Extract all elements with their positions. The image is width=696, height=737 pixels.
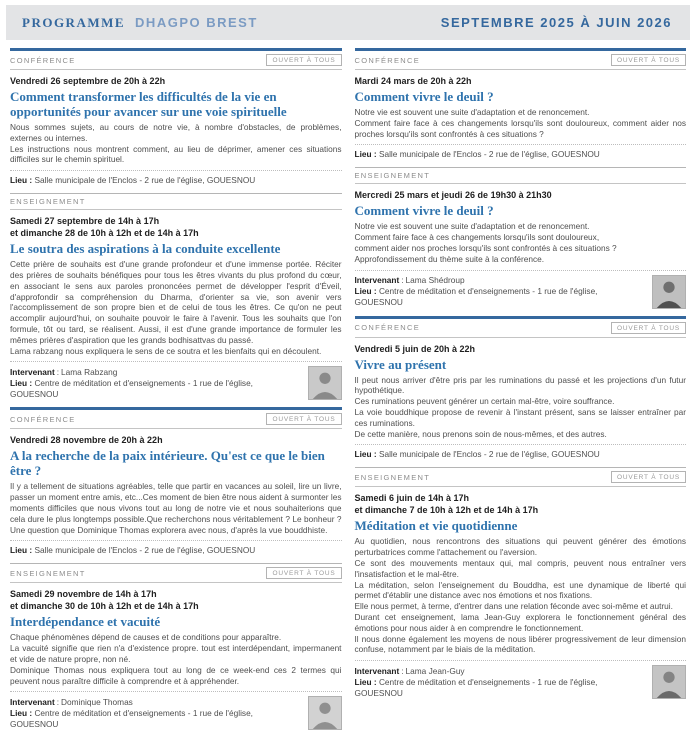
event-dates [355, 189, 687, 201]
event-description [10, 481, 342, 535]
lieu-value: Centre de méditation et d'enseignements - 1 rue de l'église, GOUESNOU [10, 707, 253, 729]
event-title: Comment vivre le deuil ? [354, 89, 494, 104]
event-date-line: Samedi 29 novembre de 14h à 17h [10, 589, 157, 600]
lieu-label: Lieu : [354, 676, 377, 687]
card-header [355, 168, 687, 184]
card-header [355, 51, 687, 70]
intervenant-name: Lama Rabzang [61, 366, 118, 377]
event-dates [10, 75, 342, 87]
event-type-label: CONFÉRENCE [354, 55, 421, 65]
description-paragraph: Notre vie est souvent une suite d'adaptation et de renoncement. [354, 107, 590, 117]
event-meta [355, 444, 687, 465]
open-to-all-badge: OUVERT À TOUS [266, 54, 341, 66]
event-title: Vivre au présent [354, 356, 447, 372]
event-card [355, 167, 687, 313]
intervenant-name: Lama Jean-Guy [405, 665, 465, 676]
event-card [355, 467, 687, 704]
left-column [10, 48, 342, 737]
person-silhouette-icon [653, 276, 685, 308]
event-title: Méditation et vie quotidienne [354, 518, 518, 534]
lieu-row [355, 677, 647, 699]
description-paragraph: La voie bouddhique propose de revenir à l'instant présent, sans se laisser entraîner par ces ruminations. [354, 406, 686, 428]
event-type-label: CONFÉRENCE [10, 55, 76, 65]
event-description [10, 122, 342, 165]
intervenant-row [355, 666, 647, 677]
event-type-label: ENSEIGNEMENT [10, 197, 86, 207]
intervenant-name: Lama Shédroup [405, 275, 465, 286]
speaker-photo [652, 275, 686, 309]
description-paragraph: La méditation, selon l'enseignement du Bouddha, est une dynamique de liberté qui permet d'établir une distance avec nos émotions et nos fixations. [354, 579, 686, 601]
lieu-label: Lieu : [10, 377, 33, 388]
intervenant-row [355, 275, 647, 286]
card-header [10, 194, 342, 210]
program-period: SEPTEMBRE 2025 À JUIN 2026 [440, 15, 672, 30]
lieu-row [10, 708, 302, 730]
event-meta [355, 144, 687, 165]
event-dates [355, 492, 687, 516]
event-date-line: Vendredi 26 septembre de 20h à 22h [10, 76, 166, 86]
event-dates [10, 434, 342, 446]
event-date-line: Vendredi 5 juin de 20h à 22h [354, 343, 476, 354]
speaker-photo [308, 696, 342, 730]
separator: : [56, 366, 60, 377]
separator: : [56, 696, 60, 707]
event-date-line: Samedi 6 juin de 14h à 17h [354, 493, 470, 504]
lieu-row [355, 286, 647, 308]
description-paragraph: Les instructions nous montrent comment, au lieu de déprimer, amener ces situations difficiles sur le chemin spirituel. [10, 143, 342, 165]
event-card [10, 563, 342, 735]
lieu-label: Lieu : [10, 545, 33, 556]
event-description [10, 632, 342, 686]
intervenant-label: Intervenant [10, 696, 55, 707]
lieu-label: Lieu : [10, 175, 33, 186]
event-description [355, 107, 687, 139]
event-dates [355, 75, 687, 87]
event-meta [355, 660, 687, 704]
speaker-photo [652, 665, 686, 699]
event-type-label: CONFÉRENCE [10, 414, 76, 424]
intervenant-label: Intervenant [10, 366, 55, 377]
event-type-label: ENSEIGNEMENT [354, 472, 431, 482]
description-paragraph: Au quotidien, nous rencontrons des situations qui peuvent générer des émotions perturbatrices comme l'attachement ou l'aversion. [354, 536, 686, 558]
event-title: Comment vivre le deuil ? [354, 203, 494, 219]
event-description [355, 536, 687, 655]
intervenant-row [10, 697, 302, 708]
card-header [355, 319, 687, 338]
page-subtitle: DHAGPO BREST [135, 14, 258, 30]
event-card [10, 407, 342, 561]
intervenant-name: Dominique Thomas [61, 696, 133, 707]
open-to-all-badge: OUVERT À TOUS [266, 567, 341, 579]
event-dates [355, 343, 687, 355]
event-date-line: Samedi 27 septembre de 14h à 17h [10, 216, 160, 227]
event-type-label: ENSEIGNEMENT [354, 171, 431, 181]
event-card [355, 48, 687, 165]
description-paragraph: Dominique Thomas nous expliquera tout au long de ce week-end ces 2 termes qui peuvent nous paraître difficile à comprendre et à appréhender. [10, 664, 342, 686]
event-dates [10, 588, 342, 612]
event-description [355, 375, 687, 440]
open-to-all-badge: OUVERT À TOUS [266, 413, 341, 425]
description-paragraph: Nous sommes sujets, au cours de notre vie, à nombre d'obstacles, de problèmes, externes ou internes. [10, 122, 342, 143]
lieu-value: Centre de méditation et d'enseignements - 1 rue de l'église, GOUESNOU [354, 676, 598, 698]
description-paragraph: Ce sont des mouvements mentaux qui, mal compris, peuvent nous entraîner vers l'insatisfaction et le mal-être. [354, 557, 686, 579]
event-date-line: Vendredi 28 novembre de 20h à 22h [10, 435, 163, 446]
event-date-line: et dimanche 30 de 10h à 12h et de 14h à 17h [10, 601, 199, 612]
event-meta [10, 691, 342, 735]
lieu-row [10, 378, 302, 400]
event-meta [355, 270, 687, 314]
banner-left [22, 13, 258, 33]
description-paragraph: La vacuité signifie que rien n'a d'existence propre. tout est interdépendant, impermanent et vide de nature propre, non né. [10, 643, 342, 664]
lieu-label: Lieu : [354, 149, 377, 160]
lieu-row [355, 449, 687, 460]
lieu-value: Salle municipale de l'Enclos - 2 rue de l'église, GOUESNOU [34, 175, 256, 186]
event-type-label: ENSEIGNEMENT [10, 568, 86, 578]
open-to-all-badge: OUVERT À TOUS [611, 471, 686, 483]
card-header [355, 468, 687, 487]
event-card [10, 48, 342, 191]
event-date-line: et dimanche 7 de 10h à 12h et de 14h à 17h [354, 505, 539, 516]
event-date-line: et dimanche 28 de 10h à 12h et de 14h à 17h [10, 228, 199, 239]
lieu-value: Salle municipale de l'Enclos - 2 rue de l'église, GOUESNOU [34, 545, 256, 556]
description-paragraph: Cette prière de souhaits est d'une grande profondeur et d'une immense portée. Réciter des prières de souhaits bénéfiques pour tous les êtres vivants du plus profond du cœur, en associant le sens aux paroles prononcées permet de développer l'esprit d'Éveil, d'approfondir sa compréhension du Dharma, d'orienter sa vie, son avenir vers l'accomplissement de son propre bien et de celui de tous les êtres. Ce qu'on ne peut accomplir aujourd'hui, on souhaite pouvoir le faire à l'avenir. Tous les souhaits que l'on formule, tôt ou tard, se réalisent. Aussi, il est d'une grande importance de formuler les mêmes prières d'aspiration que les grands bodhisattvas du passé. [10, 259, 342, 345]
card-header [10, 51, 342, 70]
event-date-line: Mardi 24 mars de 20h à 22h [354, 76, 472, 86]
lieu-value: Centre de méditation et d'enseignements - 1 rue de l'église, GOUESNOU [10, 377, 253, 399]
event-type-label: CONFÉRENCE [354, 323, 421, 333]
card-header [10, 564, 342, 583]
description-paragraph: comment aider nos proches lorsqu'ils sont confrontés à ces situations ? [354, 242, 617, 253]
event-description [10, 259, 342, 356]
event-meta [10, 540, 342, 561]
description-paragraph: Chaque phénomènes dépend de causes et de conditions pour apparaître. [10, 632, 282, 643]
description-paragraph: Approfondissement du thème suite à la conférence. [354, 253, 545, 264]
description-paragraph: Notre vie est souvent une suite d'adaptation et de renoncement. [354, 221, 590, 232]
intervenant-label: Intervenant [354, 275, 400, 286]
description-paragraph: Il peut nous arriver d'être pris par les ruminations du passé et les projections d'un futur hypothétique. [354, 374, 686, 396]
description-paragraph: Comment faire face à ces changements lorsqu'ils sont douloureux, comment aider nos proches lorsqu'ils sont confrontés à ces situations ? [354, 117, 686, 139]
description-paragraph: Il y a tellement de situations agréables, telle que partir en vacances au soleil, lire un livre, passer un moment entre amis, etc...Ces moment de bien être nous aident à surmonter les moments difficiles que nous vivons tout au long de notre vie et nous souhaiterions que cela dure le plus longtemps possible.Que recherchons nous véritablement ? Le bonheur ? Une question que Dominique Thomas explorera avec nous, d'après la vue bouddhiste. [10, 481, 342, 535]
description-paragraph: Durant cet enseignement, lama Jean-Guy explorera le fonctionnement général des émotions pour nous aider à en comprendre le fonctionnement. [354, 611, 686, 633]
card-header [10, 410, 342, 429]
event-title: Interdépendance et vacuité [10, 614, 161, 630]
lieu-value: Salle municipale de l'Enclos - 2 rue de l'église, GOUESNOU [378, 149, 600, 160]
event-title: A la recherche de la paix intérieure. Qu'est ce que le bien être ? [10, 448, 325, 479]
event-card [10, 193, 342, 405]
person-silhouette-icon [309, 367, 341, 399]
description-paragraph: Lama rabzang nous expliquera le sens de ce soutra et les bienfaits qui en découlent. [10, 345, 322, 356]
lieu-value: Salle municipale de l'Enclos - 2 rue de l'église, GOUESNOU [378, 449, 600, 460]
intervenant-row [10, 367, 302, 378]
person-silhouette-icon [653, 666, 685, 698]
program-columns [0, 48, 696, 737]
page-banner [6, 5, 690, 40]
lieu-label: Lieu : [354, 449, 377, 460]
event-description [355, 221, 687, 264]
separator: : [401, 275, 404, 286]
speaker-photo [308, 366, 342, 400]
separator: : [401, 665, 404, 676]
lieu-row [10, 175, 342, 186]
event-date-line: Mercredi 25 mars et jeudi 26 de 19h30 à 21h30 [354, 190, 552, 201]
event-card [355, 316, 687, 466]
lieu-value: Centre de méditation et d'enseignements - 1 rue de l'église, GOUESNOU [354, 286, 598, 308]
lieu-label: Lieu : [10, 707, 33, 718]
lieu-row [355, 149, 687, 160]
event-dates [10, 215, 342, 239]
description-paragraph: Ces ruminations peuvent générer un certain mal-être, voire souffrance. [354, 396, 615, 407]
open-to-all-badge: OUVERT À TOUS [611, 322, 686, 334]
event-meta [10, 170, 342, 191]
lieu-label: Lieu : [354, 286, 377, 297]
page-title: PROGRAMME [22, 14, 126, 30]
right-column [355, 48, 687, 706]
lieu-row [10, 545, 342, 556]
open-to-all-badge: OUVERT À TOUS [611, 54, 686, 66]
person-silhouette-icon [309, 697, 341, 729]
description-paragraph: De cette manière, nous prenons soin de nous-mêmes, et des autres. [354, 428, 607, 439]
description-paragraph: Il nous donne également les moyens de nous libérer progressivement de leur dimension confuse, notamment par le biais de la méditation. [354, 633, 686, 655]
event-title: Le soutra des aspirations à la conduite excellente [10, 241, 281, 257]
description-paragraph: Comment faire face à ces changements lorsqu'ils sont douloureux, [354, 232, 600, 243]
description-paragraph: Elle nous permet, à terme, d'entrer dans une relation féconde avec soi-même et autrui. [354, 601, 673, 612]
intervenant-label: Intervenant [354, 665, 400, 676]
event-meta [10, 361, 342, 405]
event-title: Comment transformer les difficultés de la vie en opportunités pour avancer sur une voie spirituelle [10, 89, 287, 119]
